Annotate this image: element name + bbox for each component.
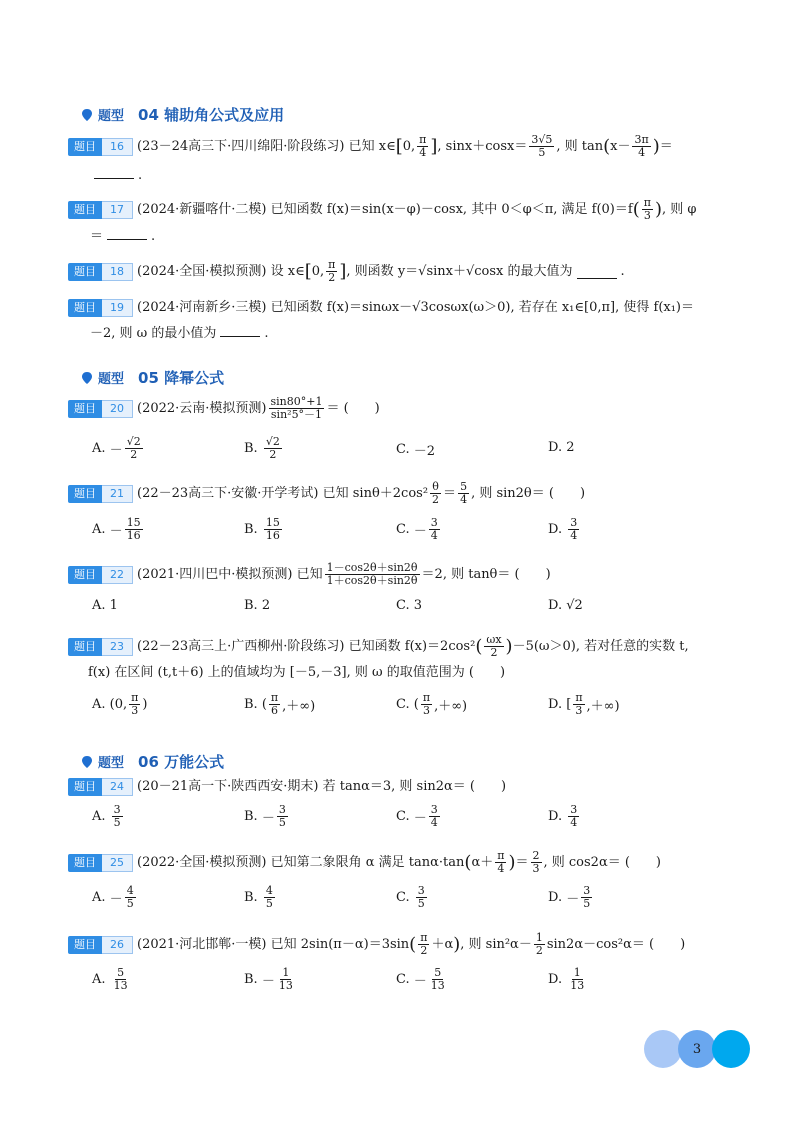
option-d[interactable]: D. $\frac{1}{13}$ <box>548 966 585 992</box>
question-tag: 题目 25 <box>68 854 133 872</box>
location-pin-icon <box>80 108 94 122</box>
decor-circle <box>712 1030 750 1068</box>
question-tag: 题目 22 <box>68 566 133 584</box>
question-tag: 题目 16 <box>68 138 133 156</box>
option-a[interactable]: A. $\frac{3}{5}$ <box>92 803 121 829</box>
option-d[interactable]: D. [ $\frac{\pi}{3}$ ,＋∞) <box>548 691 620 717</box>
question-tag: 题目 18 <box>68 263 133 281</box>
option-c[interactable]: C. ( $\frac{\pi}{3}$ ,＋∞) <box>396 691 468 717</box>
question-20: 题目 20 (2022·云南·模拟预测) $\frac{\sin 80^\circ+1}{\text{sin²5°－1}}$ ＝ ( ) <box>68 396 724 421</box>
question-tag: 题目 19 <box>68 299 133 317</box>
option-a[interactable]: A. 1 <box>92 598 118 613</box>
question-tag: 题目 23 <box>68 638 133 656</box>
answer-blank[interactable] <box>94 164 134 179</box>
option-d[interactable]: D. √2 <box>548 598 583 613</box>
question-tag: 题目 20 <box>68 400 133 418</box>
option-a[interactable]: A. $\frac{5}{13}$ <box>92 966 128 992</box>
location-pin-icon <box>80 755 94 769</box>
option-b[interactable]: B. － $\frac{1}{13}$ <box>244 966 293 992</box>
section-header-05: 题型 05 降幂公式 <box>80 367 224 388</box>
decor-circle <box>644 1030 682 1068</box>
option-a[interactable]: A. － $\frac{15}{16}$ <box>92 516 141 542</box>
answer-blank[interactable] <box>220 322 260 337</box>
question-23: 题目 23 (22－23高三上·广西柳州·阶段练习) 已知函数 f(x)＝2cos² ( $\frac{\omega x}{2}$ ) －5(ω＞0), 若对任意的实数 t, f(x) 在区间 (t,t＋6) 上的值域均为 [－5,－3], 则 ω 的取值范围为 ( ) <box>68 634 724 659</box>
option-c[interactable]: C. － $\frac{5}{13}$ <box>396 966 445 992</box>
question-tag: 题目 17 <box>68 201 133 219</box>
option-b[interactable]: B. $\frac{4}{5}$ <box>244 884 273 910</box>
option-c[interactable]: C. － $\frac{3}{4}$ <box>396 516 438 542</box>
question-21: 题目 21 (22－23高三下·安徽·开学考试) 已知 sinθ＋2cos² $\frac{\theta}{2}$ ＝ $\frac{5}{4}$ , 则 sin2θ＝ ( ) <box>68 481 724 506</box>
option-d[interactable]: D. $\frac{3}{4}$ <box>548 803 578 829</box>
section-header-06: 题型 06 万能公式 <box>80 751 224 772</box>
option-b[interactable]: B. 2 <box>244 598 271 613</box>
location-pin-icon <box>80 371 94 385</box>
option-b[interactable]: B. － $\frac{3}{5}$ <box>244 803 286 829</box>
section-header-04 <box>80 104 284 125</box>
question-16: 题目 16 (23－24高三下·四川绵阳·阶段练习) 已知 x∈ [ 0, $\frac{\pi}{4}$ ] , sinx＋cosx＝ $\frac{3√5}{5}$ , 则 tan ( x－ $\frac{3\pi}{4}$ ) ＝ . <box>68 134 724 159</box>
question-tag: 题目 21 <box>68 485 133 503</box>
option-a[interactable]: A. － $\frac{4}{5}$ <box>92 884 134 910</box>
option-b[interactable]: B. $\frac{15}{16}$ <box>244 516 280 542</box>
option-a[interactable]: A. － $\frac{√2}{2}$ <box>92 435 141 461</box>
option-c[interactable]: C. －2 <box>396 442 436 459</box>
question-24: 题目 24 (20－21高一下·陕西西安·期末) 若 tanα＝3, 则 sin2α＝ ( ) <box>68 776 724 798</box>
page-number-badge <box>644 1030 750 1068</box>
question-19: 题目 19 (2024·河南新乡·三模) 已知函数 f(x)＝sinωx－√3cosωx(ω＞0), 若存在 x₁∈[0,π], 使得 f(x₁)＝ －2, 则 ω 的最小值为 . <box>68 297 724 319</box>
answer-blank[interactable] <box>577 264 617 279</box>
option-c[interactable]: C. $\frac{3}{5}$ <box>396 884 425 910</box>
option-c[interactable]: C. － $\frac{3}{4}$ <box>396 803 438 829</box>
question-22: 题目 22 (2021·四川巴中·模拟预测) 已知 $\frac{1-\cos 2\theta+\sin 2\theta}{1+\cos 2\theta+\sin 2\theta}$ ＝2, 则 tanθ＝ ( ) <box>68 562 724 587</box>
question-tag: 题目 24 <box>68 778 133 796</box>
option-b[interactable]: B. $\frac{√2}{2}$ <box>244 435 280 461</box>
page-number: 3 <box>678 1030 716 1068</box>
answer-blank[interactable] <box>107 225 147 240</box>
question-25: 题目 25 (2022·全国·模拟预测) 已知第二象限角 α 满足 tanα·tan ( α＋ $\frac{\pi}{4}$ ) ＝ $\frac{2}{3}$ , 则 cos2α＝ ( ) <box>68 850 724 875</box>
section-title: 04 辅助角公式及应用 <box>138 106 285 124</box>
option-d[interactable]: D. 2 <box>548 440 575 455</box>
section-label: 题型 <box>98 109 125 124</box>
option-d[interactable]: D. － $\frac{3}{5}$ <box>548 884 591 910</box>
option-a[interactable]: A. (0, $\frac{\pi}{3}$ ) <box>92 691 148 717</box>
option-c[interactable]: C. 3 <box>396 598 423 613</box>
question-17: 题目 17 (2024·新疆喀什·二模) 已知函数 f(x)＝sin(x－φ)－cosx, 其中 0＜φ＜π, 满足 f(0)＝f ( $\frac{\pi}{3}$ ) , 则 φ ＝ . <box>68 197 724 222</box>
question-18: 题目 18 (2024·全国·模拟预测) 设 x∈ [ 0, $\frac{\pi}{2}$ ] , 则函数 y＝√sinx＋√cosx 的最大值为 . <box>68 259 724 284</box>
question-tag: 题目 26 <box>68 936 133 954</box>
question-26: 题目 26 (2021·河北邯郸·一模) 已知 2sin(π－α)＝3sin ( $\frac{\pi}{2}$ ＋α ) , 则 sin²α－ $\frac{1}{2}$ sin2α－cos²α＝ ( ) <box>68 932 724 957</box>
option-b[interactable]: B. ( $\frac{\pi}{6}$ ,＋∞) <box>244 691 316 717</box>
option-d[interactable]: D. $\frac{3}{4}$ <box>548 516 578 542</box>
